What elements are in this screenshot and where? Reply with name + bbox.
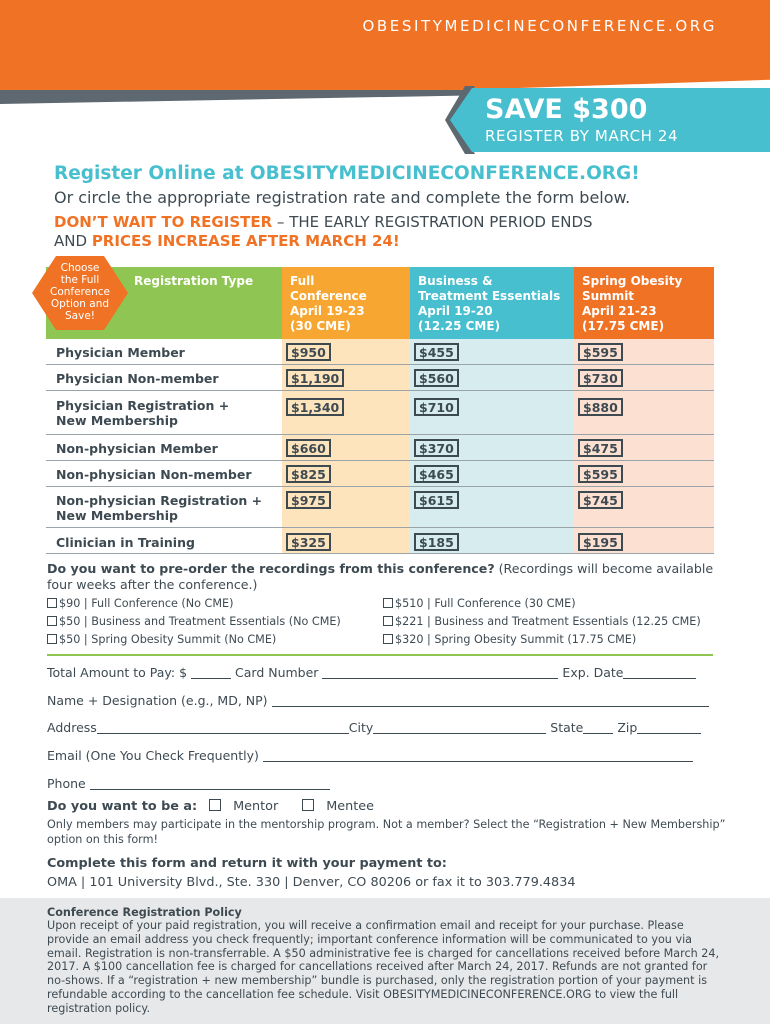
zip-label: Zip [617,720,638,735]
and-text: AND [54,232,92,250]
table-row [46,435,714,461]
checkbox[interactable] [383,634,393,644]
city-input[interactable] [373,722,546,734]
recording-option[interactable] [383,597,576,610]
exp-label: Exp. Date [562,665,624,680]
address-input[interactable] [97,722,349,734]
price-spring[interactable]: $195 [578,533,623,551]
row-label-line: New Membership [56,413,178,428]
site-url[interactable]: OBESITYMEDICINECONFERENCE.ORG [362,17,717,35]
price-business[interactable]: $560 [414,369,459,387]
state-label: State [550,720,584,735]
row-label: Non-physician Member [56,441,218,456]
intro-headline-prefix: Register Online at [54,163,250,184]
price-full[interactable]: $950 [286,343,331,361]
recording-option-label: $50 | Business and Treatment Essentials (No CME) [59,615,341,628]
row-label: Physician Member [56,345,185,360]
recording-option[interactable] [47,597,233,610]
header-band [0,0,770,90]
mentorship-question: Do you want to be a: [47,799,198,814]
email-label: Email (One You Check Frequently) [47,748,259,763]
recordings-question-rest: (Recordings will become available four weeks after the conference.) [47,561,714,592]
row-label: Non-physician Non-member [56,467,252,482]
row-label: Clinician in Training [56,535,195,550]
payment-row [47,665,696,680]
recording-option[interactable] [47,633,276,646]
mentee-label: Mentee [326,799,375,814]
card-number-input[interactable] [322,667,558,679]
mentor-label: Mentor [233,799,279,814]
header-line: Full [290,274,315,288]
mentor-checkbox[interactable] [209,799,221,811]
name-label: Name + Designation (e.g., MD, NP) [47,693,268,708]
header-line: Summit [582,289,635,303]
zip-input[interactable] [637,722,701,734]
recording-option-label: $50 | Spring Obesity Summit (No CME) [59,633,277,646]
recordings-question [47,561,727,592]
header-line: April 19-20 [418,304,493,318]
card-label: Card Number [235,665,319,680]
row-label [56,398,229,428]
dont-wait-text: DON’T WAIT TO REGISTER [54,213,273,231]
state-input[interactable] [583,722,613,734]
row-label-line: New Membership [56,508,178,523]
badge-text [40,262,120,322]
early-period-text: – THE EARLY REGISTRATION PERIOD ENDS [272,213,593,231]
policy-heading: Conference Registration Policy [47,906,242,919]
header-line: April 19-23 [290,304,365,318]
table-row [46,528,714,554]
recording-option[interactable] [383,633,636,646]
price-full[interactable]: $825 [286,465,331,483]
registration-rate-table [46,267,714,554]
checkbox[interactable] [47,616,57,626]
price-business[interactable]: $465 [414,465,459,483]
header-type-label: Registration Type [134,274,254,288]
return-heading: Complete this form and return it with your payment to: [47,856,447,871]
checkbox[interactable] [47,634,57,644]
recording-option-label: $510 | Full Conference (30 CME) [395,597,576,610]
header-line: (12.25 CME) [418,319,501,333]
badge-line: Choose [60,262,100,274]
save-subtitle: REGISTER BY MARCH 24 [485,127,679,145]
phone-input[interactable] [90,778,330,790]
table-row [46,391,714,435]
header-business-essentials [410,267,574,339]
recording-option-label: $221 | Business and Treatment Essentials (12.25 CME) [395,615,701,628]
header-line: (17.75 CME) [582,319,665,333]
save-title: SAVE $300 [485,94,648,125]
email-row [47,748,693,763]
checkbox[interactable] [383,598,393,608]
intro-headline-site[interactable]: OBESITYMEDICINECONFERENCE.ORG! [249,163,640,184]
table-row [46,365,714,391]
recording-option[interactable] [383,615,701,628]
total-input[interactable] [191,667,231,679]
header-line: (30 CME) [290,319,351,333]
price-spring[interactable]: $595 [578,465,623,483]
recording-option-label: $90 | Full Conference (No CME) [59,597,234,610]
table-row [46,339,714,365]
recording-option-label: $320 | Spring Obesity Summit (17.75 CME) [395,633,637,646]
city-label: City [348,720,374,735]
price-full[interactable]: $1,190 [286,369,344,387]
checkbox[interactable] [47,598,57,608]
price-business[interactable]: $185 [414,533,459,551]
name-row [47,693,709,708]
row-label-line: Physician Registration + [56,398,230,413]
badge-line: the Full [60,274,100,286]
recordings-question-bold: Do you want to pre-order the recordings from this conference? [47,561,495,576]
price-full[interactable]: $325 [286,533,331,551]
header-full-conference [282,267,410,339]
address-row [47,720,701,735]
header-spring-summit [574,267,714,339]
price-business[interactable]: $710 [414,398,459,416]
price-full[interactable]: $975 [286,491,331,509]
header-line: Business & [418,274,493,288]
price-business[interactable]: $370 [414,439,459,457]
policy-text: Upon receipt of your paid registration, you will receive a confirmation email and receipt for your purchase. Please provide an email address you check frequently; important conference information will be communicated to you via email. Registration is non-transferrable. A $50 administrative fee is charged for cancellations received before March 24, 2017. A $100 cancellation fee is charged for cancellations received after March 24, 2017. Refunds are not granted for no-shows. If a “registration + new membership” bundle is purchased, only the registration portion of your payment is refundable according to the cancellation fee schedule. Visit OBESITYMEDICINECONFERENCE.ORG to view the full registration policy. [47,919,720,1015]
mentee-checkbox[interactable] [302,799,314,811]
price-spring[interactable]: $730 [578,369,623,387]
phone-row [47,776,330,791]
badge-line: Conference [49,286,110,298]
table-row [46,461,714,487]
address-label: Address [47,720,97,735]
mentorship-note: Only members may participate in the mentorship program. Not a member? Select the “Registration + New Membership” option on this form! [47,818,726,846]
exp-date-input[interactable] [623,667,696,679]
total-label: Total Amount to Pay: $ [47,665,188,680]
checkbox[interactable] [383,616,393,626]
header-line: Conference [290,289,367,303]
price-increase-text: PRICES INCREASE AFTER MARCH 24! [91,232,400,250]
price-spring[interactable]: $475 [578,439,623,457]
intro-deadline-line [54,213,593,231]
header-line: Treatment Essentials [418,289,561,303]
name-input[interactable] [272,695,709,707]
price-spring[interactable]: $595 [578,343,623,361]
table-row [46,487,714,528]
row-label [56,493,262,523]
header-line: April 21-23 [582,304,657,318]
section-divider [47,654,713,656]
phone-label: Phone [47,776,86,791]
email-input[interactable] [263,750,693,762]
intro-price-line [54,232,400,250]
row-label-line: Non-physician Registration + [56,493,263,508]
price-spring[interactable]: $880 [578,398,623,416]
price-spring[interactable]: $745 [578,491,623,509]
recording-option[interactable] [47,615,341,628]
header-line: Spring Obesity [582,274,683,288]
price-business[interactable]: $455 [414,343,459,361]
price-full[interactable]: $1,340 [286,398,344,416]
badge-line: Save! [65,310,95,322]
mentorship-row [47,799,374,814]
row-label: Physician Non-member [56,371,219,386]
return-address: OMA | 101 University Blvd., Ste. 330 | Denver, CO 80206 or fax it to 303.779.4834 [47,875,576,890]
badge-line: Option and [50,298,110,310]
intro-headline [54,163,640,184]
intro-subhead: Or circle the appropriate registration rate and complete the form below. [54,188,631,207]
price-full[interactable]: $660 [286,439,331,457]
price-business[interactable]: $615 [414,491,459,509]
